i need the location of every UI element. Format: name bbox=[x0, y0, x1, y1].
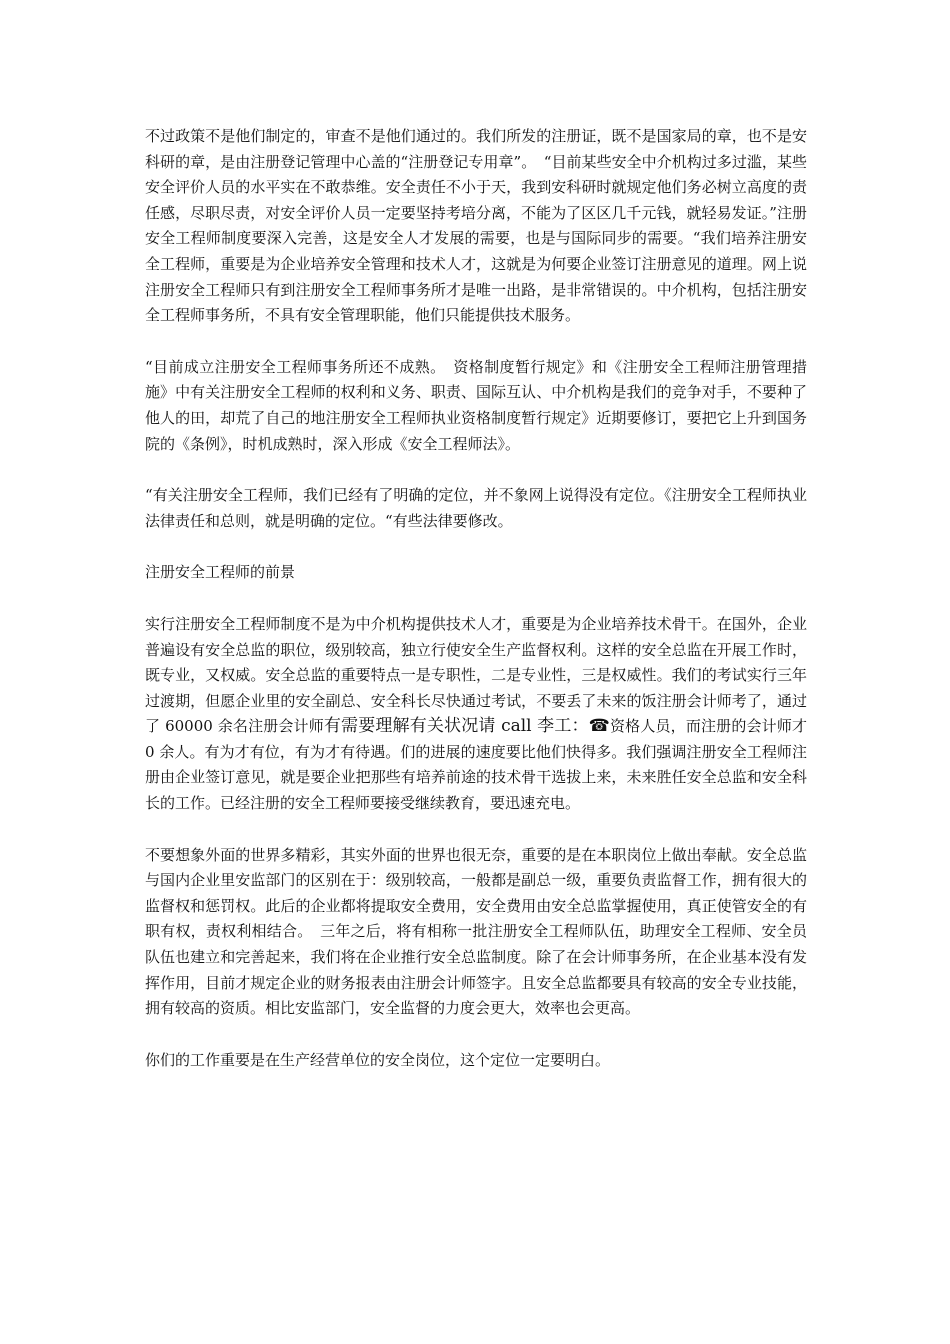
paragraph-6: 不要想象外面的世界多精彩，其实外面的世界也很无奈，重要的是在本职岗位上做出奉献。安全总监与国内企业里安监部门的区别在于：级别较高，一般都是副总一级，重要负责监督工作，拥有很大的监督权和惩罚权。此后的企业都将提取安全费用，安全费用由安全总监掌握使用，真正使管安全的有职有权，责权利相结合。 三年之后，将有相称一批注册安全工程师队伍，助理安全工程师、安全员队伍也建立和完善起来，我们将在企业推行安全总监制度。除了在会计师事务所，在企业基本没有发挥作用，目前才规定企业的财务报表由注册会计师签字。且安全总监都要具有较高的安全专业技能，拥有较高的资质。相比安监部门，安全监督的力度会更大，效率也会更高。 bbox=[145, 845, 807, 1018]
document-body bbox=[145, 124, 823, 1099]
section-heading: 注册安全工程师的前景 bbox=[145, 563, 296, 582]
paragraph-5 bbox=[145, 612, 807, 817]
paragraph-5-part-1: 实行注册安全工程师制度不是为中介机构提供技术人才，重要是为企业培养技术骨干。在国外，企业普遍设有安全总监的职位，级别较高，独立行使安全生产监督权利。这样的安全总监在开展工作时，既专业，又权威。安全总监的重要特点一是专职性，二是专业性，三是权威性。我们的考试实行三年过渡期，但愿企业里的安全副总、安全科长尽快通过考试，不要丢了未来的饭注册会计师考了，通过了 60000 余名注册会计师 bbox=[145, 614, 807, 736]
paragraph-1: 不过政策不是他们制定的，审查不是他们通过的。我们所发的注册证，既不是国家局的章，也不是安科研的章，是由注册登记管理中心盖的“注册登记专用章”。 “目前某些安全中介机构过多过滥，某些安全评价人员的水平实在不敢恭维。安全责任不小于天，我到安科研时就规定他们务必树立高度的责任感，尽职尽责，对安全评价人员一定要坚持考培分离，不能为了区区几千元钱，就轻易发证。”注册安全工程师制度要深入完善，这是安全人才发展的需要，也是与国际同步的需要。“我们培养注册安全工程师，重要是为企业培养安全管理和技术人才，这就是为何要企业签订注册意见的道理。网上说注册安全工程师只有到注册安全工程师事务所才是唯一出路，是非常错误的。中介机构，包括注册安全工程师事务所，不具有安全管理职能，他们只能提供技术服务。 bbox=[145, 127, 807, 325]
paragraph-7: 你们的工作重要是在生产经营单位的安全岗位，这个定位一定要明白。 bbox=[145, 1050, 611, 1069]
paragraph-3: “有关注册安全工程师，我们已经有了明确的定位，并不象网上说得没有定位。《注册安全工程师执业 法律责任和总则，就是明确的定位。“有些法律要修改。 bbox=[145, 486, 823, 530]
paragraph-5-part-2: 资格人员，而注册的会计师才 0 余人。有为才有位，有为才有待遇。们的进展的速度要比他们快得多。我们强调注册安全工程师注册由企业签订意见，就是要企业把那些有培养前途的技术骨干选拔上来，未来胜任安全总监和安全科长的工作。已经注册的安全工程师要接受继续教育，要迅速充电。 bbox=[145, 717, 807, 813]
paragraph-2: “目前成立注册安全工程师事务所还不成熟。 资格制度暂行规定》和《注册安全工程师注册管理措施》中有关注册安全工程师的权利和义务、职责、国际互认、中介机构是我们的竞争对手，不要种了他人的田，却荒了自己的地注册安全工程师执业资格制度暂行规定》近期要修订，要把它上升到国务院的《条例》，时机成熟时，深入形成《安全工程师法》。 bbox=[145, 357, 807, 453]
phone-icon: ☎ bbox=[588, 716, 610, 737]
contact-text: 有需要理解有关状况请 call 李工： bbox=[323, 716, 589, 737]
